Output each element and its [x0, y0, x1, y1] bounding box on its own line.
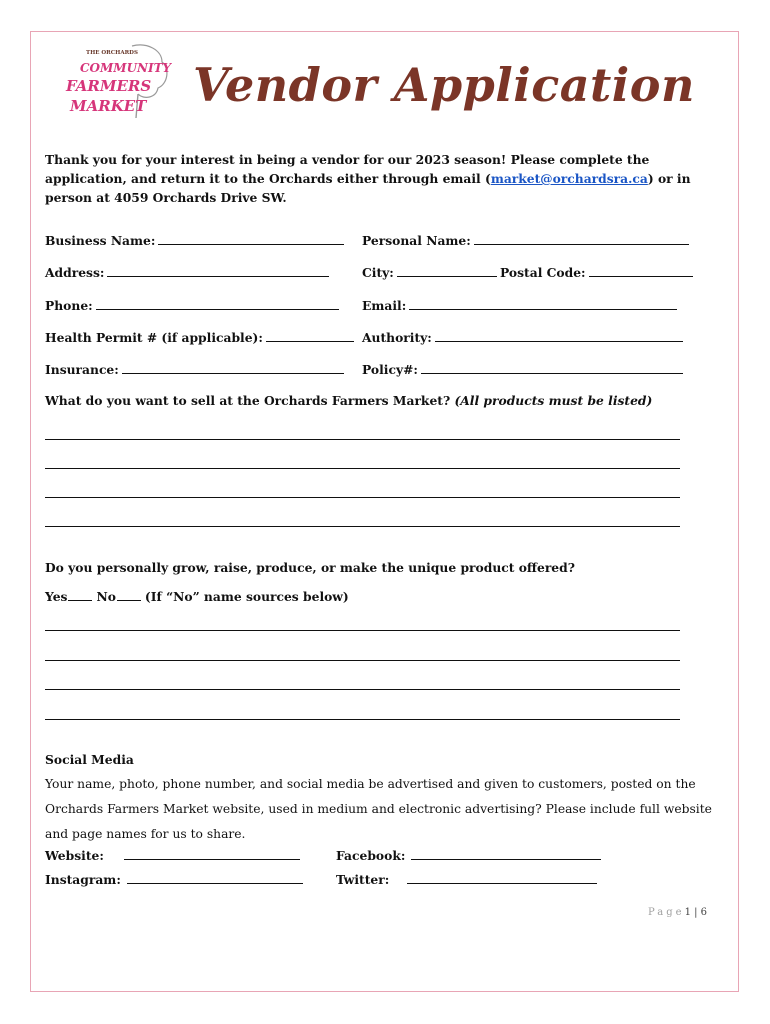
personal-name-field[interactable] — [362, 233, 689, 248]
instagram-field[interactable] — [45, 872, 303, 887]
postal-code-label: Postal Code: — [500, 265, 586, 280]
website-label: Website: — [45, 848, 104, 863]
page-title: Vendor Application — [193, 58, 695, 112]
email-field[interactable] — [362, 298, 677, 313]
city-label: City: — [362, 265, 394, 280]
products-line-4[interactable] — [45, 526, 680, 527]
logo-line3: MARKET — [70, 97, 147, 115]
policy-field[interactable] — [362, 362, 683, 377]
city-field[interactable] — [362, 265, 497, 280]
page-label: Page — [648, 907, 685, 918]
products-line-3[interactable] — [45, 497, 680, 498]
social-media-text: Your name, photo, phone number, and social media be advertised and given to customers, posted on the Orchards Farmers Market website, used in medium and electronic advertising? Please include full website and page names for us to share. — [45, 777, 712, 841]
logo-top-text: THE ORCHARDS — [86, 50, 138, 56]
authority-label: Authority: — [362, 330, 432, 345]
business-name-label: Business Name: — [45, 233, 156, 248]
insurance-label: Insurance: — [45, 362, 119, 377]
phone-field[interactable] — [45, 298, 339, 313]
business-name-field[interactable] — [45, 233, 344, 248]
postal-code-field[interactable] — [500, 265, 693, 280]
website-field[interactable] — [45, 848, 300, 863]
products-line-1[interactable] — [45, 439, 680, 440]
sources-line-1[interactable] — [45, 630, 680, 631]
page-number: Page1 | 6 — [648, 907, 708, 918]
sources-note: (If “No” name sources below) — [144, 589, 349, 604]
yes-no-row — [45, 589, 349, 604]
health-permit-label: Health Permit # (if applicable): — [45, 330, 263, 345]
farmers-market-logo — [62, 42, 172, 120]
authority-field[interactable] — [362, 330, 683, 345]
sources-line-3[interactable] — [45, 689, 680, 690]
email-link[interactable]: market@orchardsra.ca — [490, 171, 648, 186]
facebook-field[interactable] — [336, 848, 601, 863]
address-field[interactable] — [45, 265, 329, 280]
phone-label: Phone: — [45, 298, 93, 313]
no-label: No — [96, 589, 116, 604]
insurance-field[interactable] — [45, 362, 344, 377]
facebook-label: Facebook: — [336, 848, 406, 863]
twitter-field[interactable] — [336, 872, 597, 887]
products-question: What do you want to sell at the Orchards Farmers Market? (All products must be listed) — [45, 393, 653, 408]
products-line-2[interactable] — [45, 468, 680, 469]
social-media-heading: Social Media — [45, 752, 134, 767]
intro-paragraph: Thank you for your interest in being a vendor for our 2023 season! Please complete the application, and return it to the Orchards either through email (market@orchardsra.ca) or in person at 4059 Orchards Drive SW. — [45, 152, 691, 205]
personal-name-label: Personal Name: — [362, 233, 471, 248]
no-blank[interactable] — [117, 599, 141, 601]
logo-line1: COMMUNITY — [80, 61, 172, 75]
products-note: (All products must be listed) — [454, 393, 653, 408]
email-label: Email: — [362, 298, 407, 313]
health-permit-field[interactable] — [45, 330, 354, 345]
yes-blank[interactable] — [68, 599, 92, 601]
twitter-label: Twitter: — [336, 872, 390, 887]
address-label: Address: — [45, 265, 105, 280]
sources-line-4[interactable] — [45, 719, 680, 720]
policy-label: Policy#: — [362, 362, 418, 377]
sources-line-2[interactable] — [45, 660, 680, 661]
yes-label: Yes — [45, 589, 68, 604]
instagram-label: Instagram: — [45, 872, 121, 887]
grow-question: Do you personally grow, raise, produce, or make the unique product offered? — [45, 560, 575, 575]
logo-line2: FARMERS — [66, 77, 152, 95]
